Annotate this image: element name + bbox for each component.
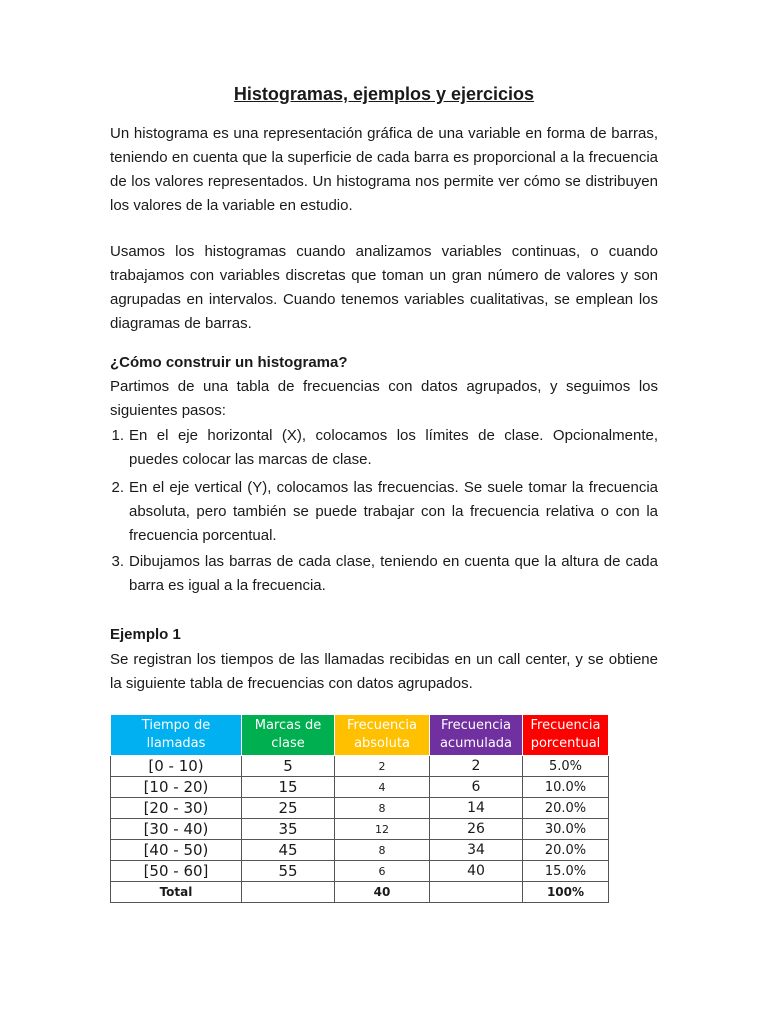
cell-marca: 45 <box>242 840 335 861</box>
cell-absoluta: 2 <box>335 756 430 777</box>
intro-paragraph: Un histograma es una representación gráfica de una variable en forma de barras, teniendo en cuenta que la superficie de cada barra es proporcional a la frecuencia de los valores representados. Un histograma nos permite ver cómo se distribuyen los valores de la variable en estudio. <box>110 125 658 214</box>
header-frecuencia-absoluta: Frecuencia absoluta <box>335 715 430 756</box>
cell-porcentual: 30.0% <box>523 819 609 840</box>
table-row <box>111 777 609 798</box>
section-intro: Partimos de una tabla de frecuencias con datos agrupados, y seguimos los siguientes pasos: <box>110 378 658 419</box>
frequency-table <box>110 714 609 903</box>
total-porcentual: 100% <box>523 882 609 903</box>
cell-absoluta: 4 <box>335 777 430 798</box>
cell-marca: 55 <box>242 861 335 882</box>
header-tiempo-de-llamadas: Tiempo de llamadas <box>111 715 242 756</box>
cell-acumulada: 6 <box>430 777 523 798</box>
section-heading: ¿Cómo construir un histograma? <box>110 354 348 371</box>
example-heading: Ejemplo 1 <box>110 626 181 643</box>
example-text: Se registran los tiempos de las llamadas recibidas en un call center, y se obtiene la siguiente tabla de frecuencias con datos agrupados. <box>110 651 658 692</box>
table-row <box>111 756 609 777</box>
cell-intervalo: [0 - 10) <box>111 756 242 777</box>
cell-marca: 35 <box>242 819 335 840</box>
cell-intervalo: [20 - 30) <box>111 798 242 819</box>
cell-porcentual: 20.0% <box>523 840 609 861</box>
total-marca <box>242 882 335 903</box>
table-total-row <box>111 882 609 903</box>
table-row <box>111 840 609 861</box>
cell-acumulada: 34 <box>430 840 523 861</box>
cell-marca: 5 <box>242 756 335 777</box>
usage-paragraph: Usamos los histogramas cuando analizamos variables continuas, o cuando trabajamos con variables discretas que toman un gran número de valores y son agrupadas en intervalos. Cuando tenemos variables cualitativas, se emplean los diagramas de barras. <box>110 243 658 332</box>
cell-porcentual: 15.0% <box>523 861 609 882</box>
cell-intervalo: [30 - 40) <box>111 819 242 840</box>
step-text: En el eje horizontal (X), colocamos los límites de clase. Opcionalmente, puedes colocar las marcas de clase. <box>129 427 658 468</box>
cell-intervalo: [10 - 20) <box>111 777 242 798</box>
cell-absoluta: 12 <box>335 819 430 840</box>
table-row <box>111 861 609 882</box>
cell-absoluta: 8 <box>335 798 430 819</box>
step-number: 2. <box>111 479 124 496</box>
total-label: Total <box>111 882 242 903</box>
cell-acumulada: 2 <box>430 756 523 777</box>
cell-acumulada: 40 <box>430 861 523 882</box>
total-acumulada <box>430 882 523 903</box>
header-frecuencia-acumulada: Frecuencia acumulada <box>430 715 523 756</box>
step-number: 1. <box>111 427 124 444</box>
step-number: 3. <box>111 553 124 570</box>
cell-porcentual: 5.0% <box>523 756 609 777</box>
total-absoluta: 40 <box>335 882 430 903</box>
header-frecuencia-porcentual: Frecuencia porcentual <box>523 715 609 756</box>
cell-intervalo: [40 - 50) <box>111 840 242 861</box>
table-header-row <box>111 715 609 756</box>
cell-acumulada: 26 <box>430 819 523 840</box>
cell-porcentual: 10.0% <box>523 777 609 798</box>
table-row <box>111 819 609 840</box>
cell-marca: 25 <box>242 798 335 819</box>
step-text: Dibujamos las barras de cada clase, teniendo en cuenta que la altura de cada barra es igual a la frecuencia. <box>129 553 658 594</box>
document-title: Histogramas, ejemplos y ejercicios <box>233 84 535 104</box>
cell-absoluta: 6 <box>335 861 430 882</box>
header-marcas-de-clase: Marcas de clase <box>242 715 335 756</box>
cell-intervalo: [50 - 60] <box>111 861 242 882</box>
cell-absoluta: 8 <box>335 840 430 861</box>
table-row <box>111 798 609 819</box>
cell-marca: 15 <box>242 777 335 798</box>
cell-acumulada: 14 <box>430 798 523 819</box>
step-text: En el eje vertical (Y), colocamos las frecuencias. Se suele tomar la frecuencia absoluta, pero también se puede trabajar con la frecuencia relativa o con la frecuencia porcentual. <box>129 479 658 544</box>
cell-porcentual: 20.0% <box>523 798 609 819</box>
